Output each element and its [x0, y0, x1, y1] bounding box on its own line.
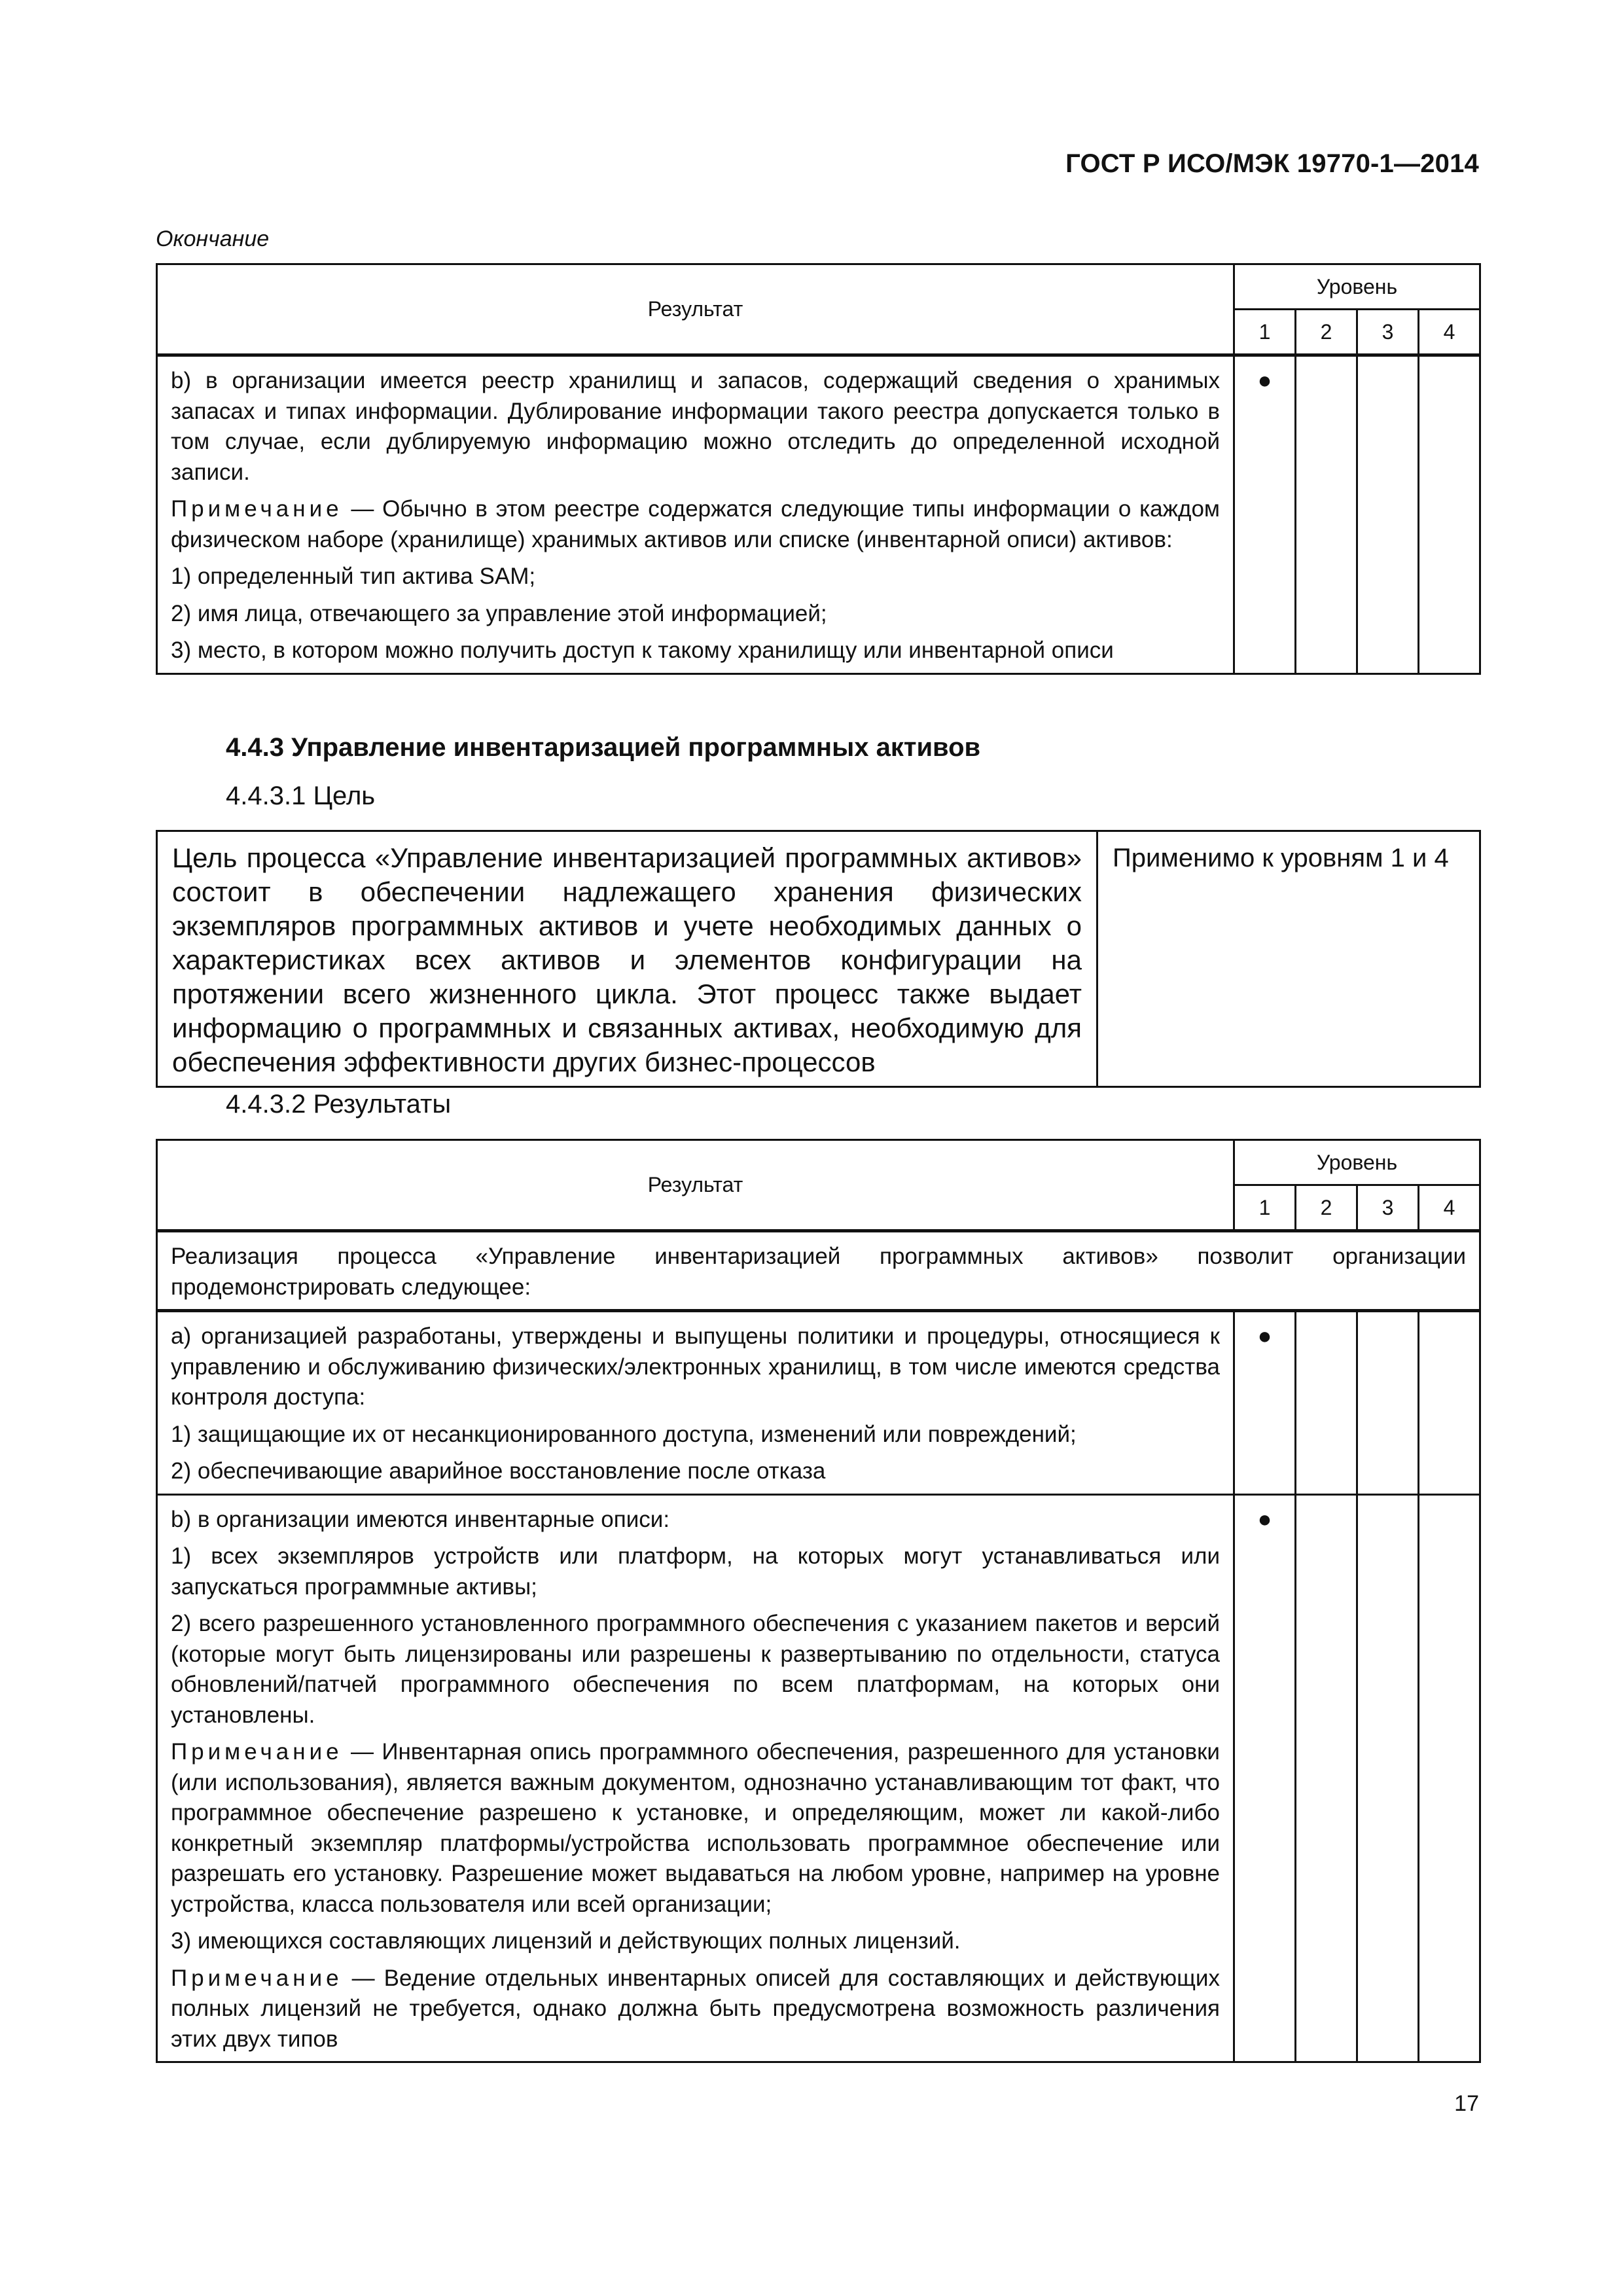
note-text: — Инвентарная опись программного обеспечения, разрешенного для установки (или использования), является важным документом, однозначно устанавливающим тот факт, что программное обеспечение разрешено к установке, и определяющим, может ли какой-либо конкретный экземпляр платформы/устройства использовать программное обеспечение или разрешать его установку. Разрешение может выдаваться на любом уровне, например на уровне устройства, класса пользователя или всей организации; — [171, 1739, 1220, 1917]
level-2-header: 2 — [1296, 1185, 1357, 1231]
level-1-header: 1 — [1234, 1185, 1296, 1231]
list-item: 2) имя лица, отвечающего за управление этой информацией; — [171, 600, 827, 626]
result-text: b) в организации имеется реестр хранилищ и запасов, содержащий сведения о хранимых запасах и типах информации. Дублирование информации такого реестра допускается только в том случае, если дублируемую информацию можно отследить до определенной исходной записи. — [171, 368, 1220, 485]
list-item: 1) определенный тип актива SAM; — [171, 564, 536, 589]
note — [171, 494, 1220, 555]
result-text: a) организацией разработаны, утверждены и выпущены политики и процедуры, относящиеся к управлению и обслуживанию физических/электронных хранилищ, в том числе имеются средства контроля доступа: — [171, 1323, 1220, 1410]
result-cell — [157, 355, 1234, 674]
level-2-mark — [1296, 1494, 1357, 2062]
level-4-header: 4 — [1419, 1185, 1480, 1231]
level-column-header: Уровень — [1234, 264, 1480, 310]
level-4-mark — [1419, 1311, 1480, 1495]
note-text: — Обычно в этом реестре содержатся следующие типы информации о каждом физическом наборе (хранилище) хранимых активов или списке (инвентарной описи) активов: — [171, 496, 1220, 552]
level-3-mark — [1357, 1311, 1419, 1495]
list-item: 1) защищающие их от несанкционированного доступа, изменений или повреждений; — [171, 1421, 1077, 1447]
results-table — [156, 1139, 1481, 2063]
level-3-mark — [1357, 355, 1419, 674]
goal-heading: 4.4.3.1 Цель — [226, 781, 376, 810]
table-row — [157, 1494, 1480, 2062]
list-item: 1) всех экземпляров устройств или платформ, на которых могут устанавливаться или запускаться программные активы; — [171, 1543, 1220, 1600]
continuation-label: Окончание — [156, 226, 270, 251]
level-4-header: 4 — [1419, 310, 1480, 355]
level-4-mark — [1419, 355, 1480, 674]
level-2-header: 2 — [1296, 310, 1357, 355]
note-label: Примечание — [171, 1965, 343, 1991]
result-column-header: Результат — [157, 264, 1234, 355]
level-1-mark: ● — [1234, 1494, 1296, 2062]
level-3-header: 3 — [1357, 310, 1419, 355]
note-text: — Ведение отдельных инвентарных описей для составляющих и действующих полных лицензий не требуется, однако должна быть предусмотрена возможность различения этих двух типов — [171, 1965, 1220, 2052]
section-title: 4.4.3 Управление инвентаризацией программных активов — [226, 733, 981, 762]
page-number: 17 — [1454, 2091, 1479, 2116]
list-item: 2) обеспечивающие аварийное восстановление после отказа — [171, 1458, 826, 1484]
level-2-mark — [1296, 355, 1357, 674]
level-4-mark — [1419, 1494, 1480, 2062]
goal-table — [156, 830, 1481, 1088]
list-item: 3) имеющихся составляющих лицензий и действующих полных лицензий. — [171, 1928, 961, 1954]
note — [171, 1737, 1220, 1920]
level-2-mark — [1296, 1311, 1357, 1495]
intro-row — [157, 1231, 1480, 1311]
note-label: Примечание — [171, 1739, 343, 1765]
level-3-header: 3 — [1357, 1185, 1419, 1231]
note-label: Примечание — [171, 496, 343, 522]
table-row — [157, 355, 1480, 674]
standard-header: ГОСТ Р ИСО/МЭК 19770-1—2014 — [1065, 149, 1479, 178]
result-cell — [157, 1311, 1234, 1495]
goal-text: Цель процесса «Управление инвентаризацией программных активов» состоит в обеспечении надлежащего хранения физических экземпляров программных активов и учете необходимых данных о характеристиках всех активов и элементов конфигурации на протяжении всего жизненного цикла. Этот процесс также выдает информацию о программных и связанных активах, необходимую для обеспечения эффективности других бизнес-процессов — [157, 831, 1097, 1087]
list-item: 3) место, в котором можно получить доступ к такому хранилищу или инвентарной описи — [171, 637, 1114, 663]
level-1-header: 1 — [1234, 310, 1296, 355]
result-cell — [157, 1494, 1234, 2062]
results-table-continued — [156, 263, 1481, 675]
goal-applicable-levels: Применимо к уровням 1 и 4 — [1097, 831, 1480, 1087]
note — [171, 1964, 1220, 2055]
results-heading: 4.4.3.2 Результаты — [226, 1090, 452, 1119]
level-column-header: Уровень — [1234, 1140, 1480, 1185]
result-text: b) в организации имеются инвентарные описи: — [171, 1506, 670, 1532]
level-3-mark — [1357, 1494, 1419, 2062]
level-1-mark: ● — [1234, 1311, 1296, 1495]
level-1-mark: ● — [1234, 355, 1296, 674]
intro-text: Реализация процесса «Управление инвентаризацией программных активов» позволит организации продемонстрировать следующее: — [157, 1231, 1480, 1311]
list-item: 2) всего разрешенного установленного программного обеспечения с указанием пакетов и версий (которые могут быть лицензированы или разрешены к развертыванию по отдельности, статуса обновлений/патчей программного обеспечения по всем платформам, на которых они установлены. — [171, 1611, 1220, 1728]
table-row — [157, 1311, 1480, 1495]
result-column-header: Результат — [157, 1140, 1234, 1231]
